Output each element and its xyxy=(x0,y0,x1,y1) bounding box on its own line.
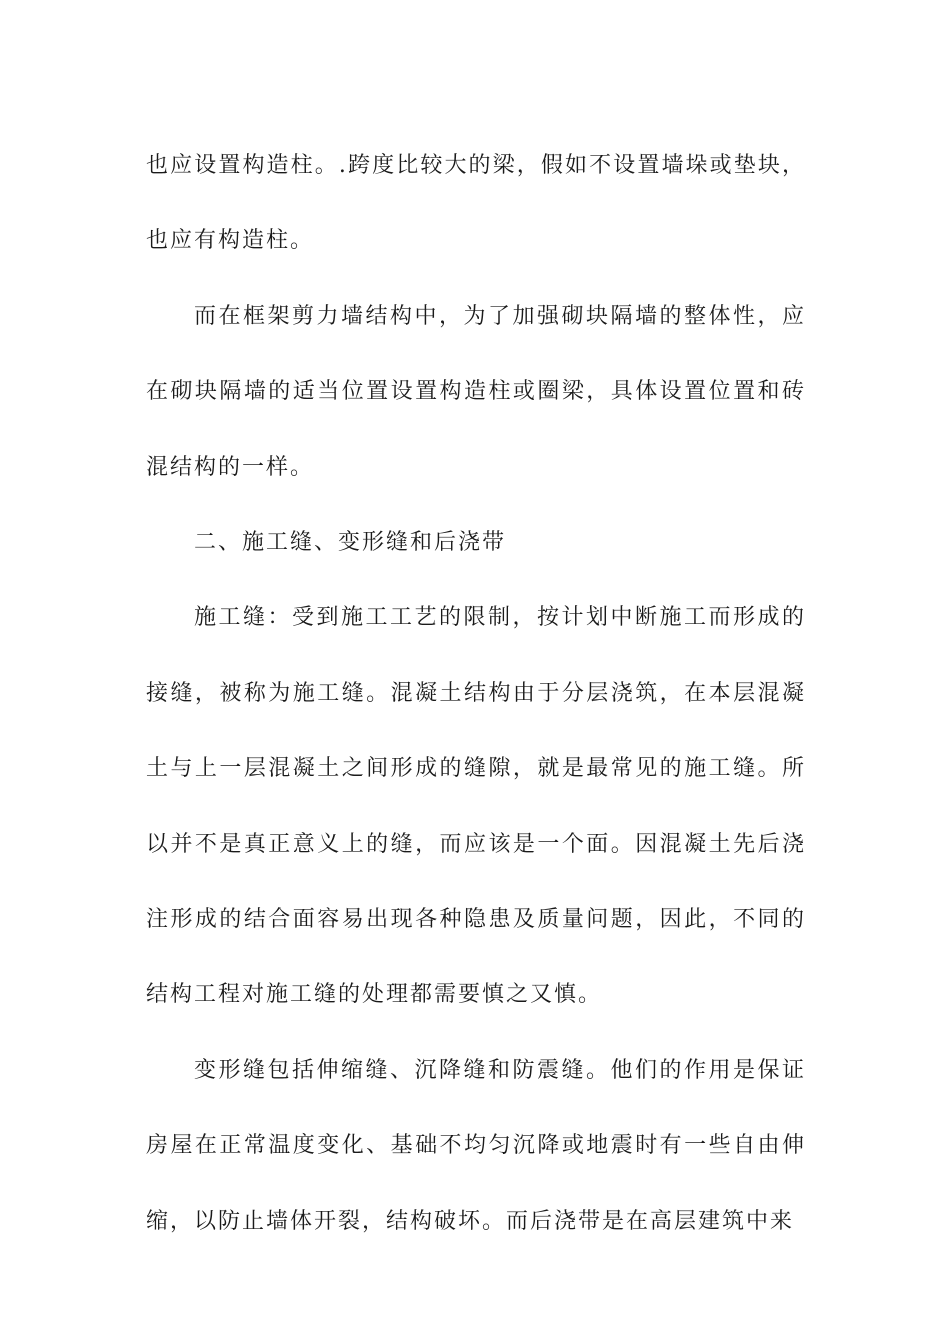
paragraph-partition-walls: 而在框架剪力墙结构中，为了加强砌块隔墙的整体性，应在砌块隔墙的适当位置设置构造柱或圈梁，具体设置位置和砖混结构的一样。 xyxy=(146,303,806,480)
section-heading: 二、施工缝、变形缝和后浇带 xyxy=(194,530,507,556)
paragraph-construction-joint: 施工缝：受到施工工艺的限制，按计划中断施工而形成的接缝，被称为施工缝。混凝土结构由于分层浇筑，在本层混凝土与上一层混凝土之间形成的缝隙，就是最常见的施工缝。所以并不是真正意义上的缝，而应该是一个面。因混凝土先后浇注形成的结合面容易出现各种隐患及质量问题，因此，不同的结构工程对施工缝的处理都需要慎之又慎。 xyxy=(146,605,806,1008)
paragraph-deformation-joint: 变形缝包括伸缩缝、沉降缝和防震缝。他们的作用是保证房屋在正常温度变化、基础不均匀沉降或地震时有一些自由伸缩，以防止墙体开裂，结构破坏。而后浇带是在高层建筑中来 xyxy=(146,1057,806,1234)
paragraph-continuation: 也应设置构造柱。.跨度比较大的梁，假如不设置墙垛或垫块，也应有构造柱。 xyxy=(146,153,806,254)
body-text xyxy=(146,128,806,1259)
